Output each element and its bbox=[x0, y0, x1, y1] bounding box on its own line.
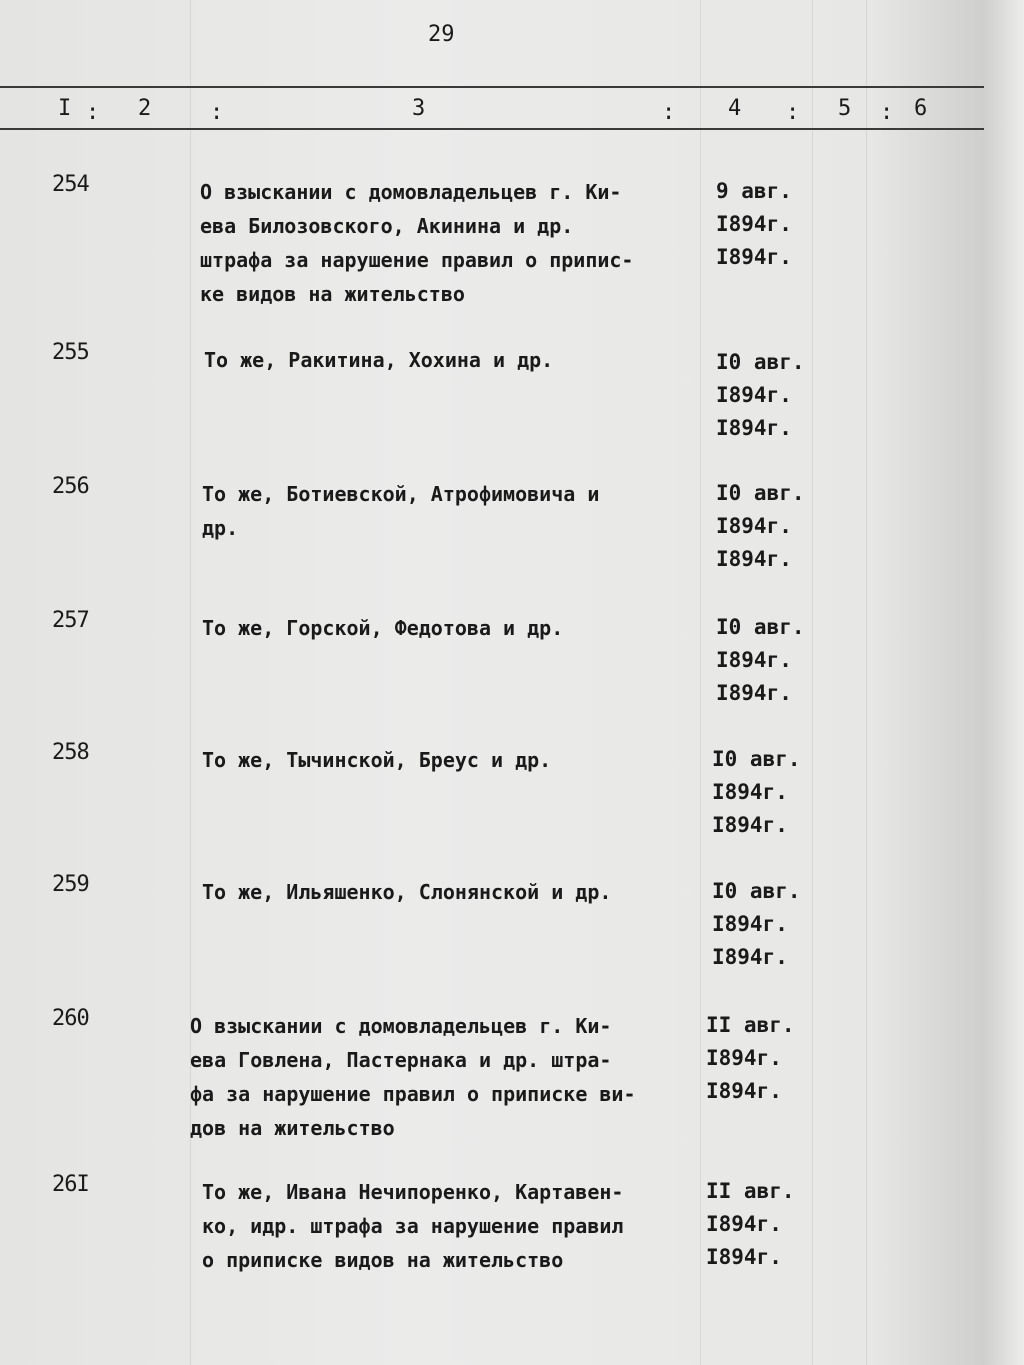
entry-dates bbox=[712, 875, 801, 974]
column-header-2: 2 bbox=[138, 96, 152, 121]
entry-number: 254 bbox=[52, 172, 89, 197]
page-number: 29 bbox=[428, 22, 455, 47]
date-year-start: I894г. bbox=[716, 383, 792, 407]
column-header-3: 3 bbox=[412, 96, 426, 121]
date-year-end: I894г. bbox=[716, 547, 792, 571]
date-year-start: I894г. bbox=[716, 514, 792, 538]
entry-dates bbox=[712, 743, 801, 842]
column-header-6: 6 bbox=[914, 96, 928, 121]
date-year-start: I894г. bbox=[712, 912, 788, 936]
bleed-through-rule bbox=[700, 0, 701, 1365]
date-year-start: I894г. bbox=[716, 212, 792, 236]
entry-dates bbox=[706, 1175, 795, 1274]
date-year-start: I894г. bbox=[706, 1212, 782, 1236]
bleed-through-rule bbox=[190, 0, 191, 1365]
column-separator: : bbox=[880, 100, 894, 125]
bleed-through-rule bbox=[866, 0, 867, 1365]
date-start: II авг. bbox=[706, 1179, 795, 1203]
date-start: I0 авг. bbox=[716, 481, 805, 505]
entry-description: То же, Ильяшенко, Слонянской и др. bbox=[202, 880, 612, 904]
date-start: 9 авг. bbox=[716, 179, 792, 203]
entry-description: То же, Ракитина, Хохина и др. bbox=[204, 348, 554, 372]
entry-number: 259 bbox=[52, 872, 89, 897]
bleed-through-rule bbox=[812, 0, 813, 1365]
entry-number: 255 bbox=[52, 340, 89, 365]
entry-number: 260 bbox=[52, 1006, 89, 1031]
entry-number: 258 bbox=[52, 740, 89, 765]
entry-description: То же, Ботиевской, Атрофимовича и др. bbox=[202, 482, 600, 540]
column-header-4: 4 bbox=[728, 96, 742, 121]
column-separator: : bbox=[86, 100, 100, 125]
date-start: I0 авг. bbox=[716, 615, 805, 639]
entry-number: 256 bbox=[52, 474, 89, 499]
date-year-end: I894г. bbox=[706, 1079, 782, 1103]
date-start: I0 авг. bbox=[712, 879, 801, 903]
entry-description: То же, Ивана Нечипоренко, Картавен- ко, идр. штрафа за нарушение правил о приписке видов на жительство bbox=[202, 1180, 624, 1272]
column-separator: : bbox=[786, 100, 800, 125]
column-separator: : bbox=[210, 100, 224, 125]
entry-dates bbox=[706, 1009, 795, 1108]
header-bottom-rule bbox=[0, 128, 984, 130]
entry-description: То же, Тычинской, Бреус и др. bbox=[202, 748, 552, 772]
entry-description: О взыскании с домовладельцев г. Ки- ева Говлена, Пастернака и др. штра- фа за нарушение правил о приписке ви- дов на жительство bbox=[190, 1014, 636, 1140]
entry-dates bbox=[716, 611, 805, 710]
entry-dates bbox=[716, 477, 805, 576]
date-year-end: I894г. bbox=[712, 945, 788, 969]
date-year-end: I894г. bbox=[716, 681, 792, 705]
date-year-start: I894г. bbox=[712, 780, 788, 804]
date-year-end: I894г. bbox=[712, 813, 788, 837]
entry-description: О взыскании с домовладельцев г. Ки- ева Билозовского, Акинина и др. штрафа за нарушение правил о припис- ке видов на жительство bbox=[200, 180, 634, 306]
date-year-start: I894г. bbox=[716, 648, 792, 672]
date-start: II авг. bbox=[706, 1013, 795, 1037]
column-separator: : bbox=[662, 100, 676, 125]
column-header-5: 5 bbox=[838, 96, 852, 121]
column-header-1: I bbox=[58, 96, 72, 121]
entry-dates bbox=[716, 346, 805, 445]
header-top-rule bbox=[0, 86, 984, 88]
date-year-end: I894г. bbox=[716, 416, 792, 440]
entry-description: То же, Горской, Федотова и др. bbox=[202, 616, 564, 640]
date-start: I0 авг. bbox=[716, 350, 805, 374]
date-year-start: I894г. bbox=[706, 1046, 782, 1070]
date-year-end: I894г. bbox=[706, 1245, 782, 1269]
date-year-end: I894г. bbox=[716, 245, 792, 269]
date-start: I0 авг. bbox=[712, 747, 801, 771]
entry-dates bbox=[716, 175, 792, 274]
entry-number: 26I bbox=[52, 1172, 89, 1197]
entry-number: 257 bbox=[52, 608, 89, 633]
